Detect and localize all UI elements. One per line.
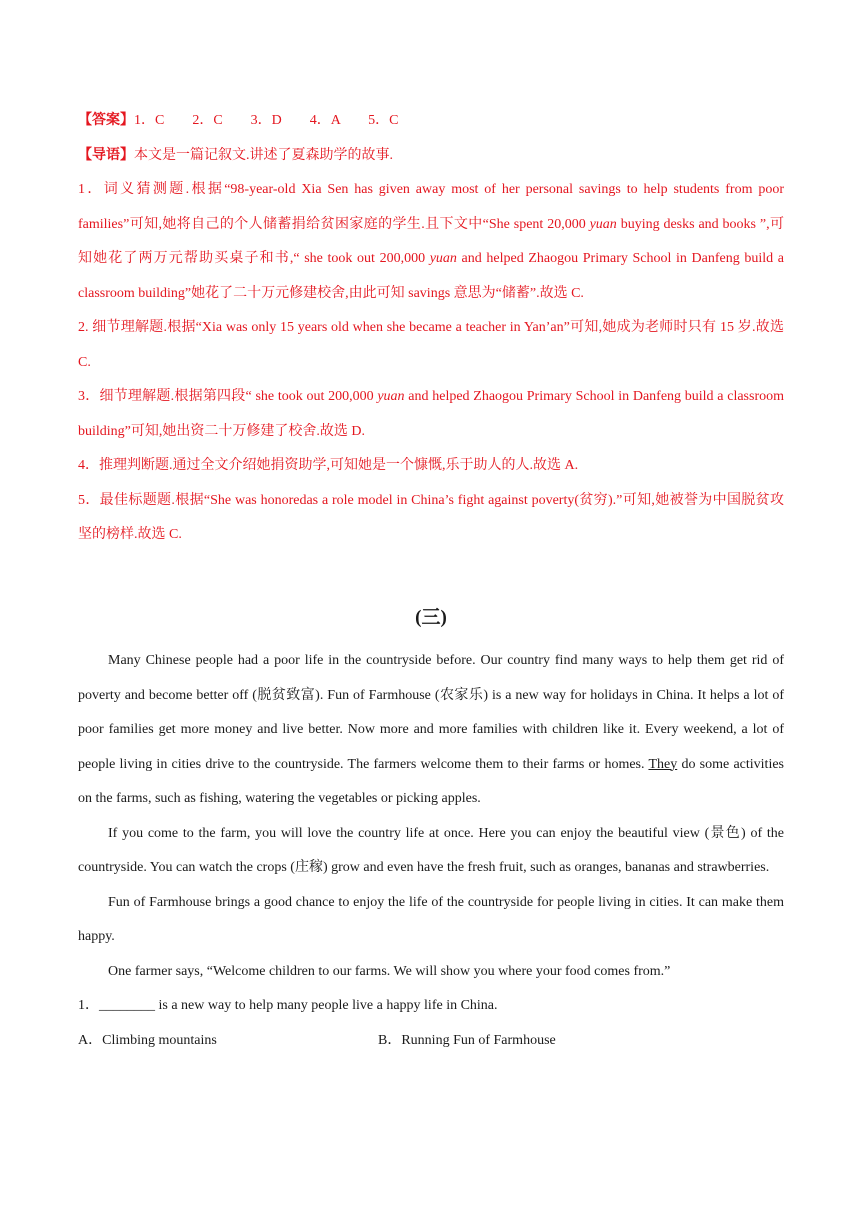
option-a: A．Climbing mountains bbox=[78, 1032, 217, 1048]
answer-line bbox=[78, 104, 784, 139]
passage-paragraph-3: Fun of Farmhouse brings a good chance to enjoy the life of the countryside for people living in cities. It can make them happy. bbox=[78, 894, 784, 944]
explanation-3-part1: 3．细节理解题.根据第四段“ she took out 200,000 bbox=[78, 389, 378, 404]
answer-label: 【答案】 bbox=[78, 113, 134, 128]
guide-line bbox=[78, 139, 784, 174]
passage-paragraph-1-part2: do some activities on the farms, such as fishing, watering the vegetables or picking apples. bbox=[78, 756, 784, 806]
explanation-1-part3: and helped Zhaogou Primary School in Danfeng build a classroom building”她花了二十万元修建校舍,由此可知 savings 意思为“储蓄”.故选 C. bbox=[78, 251, 785, 301]
explanation-1 bbox=[78, 173, 784, 311]
passage-paragraph-4: One farmer says, “Welcome children to our farms. We will show you where your food comes from.” bbox=[108, 963, 671, 979]
underlined-word: They bbox=[648, 756, 678, 772]
guide-text: 本文是一篇记叙文.讲述了夏森助学的故事. bbox=[134, 147, 393, 163]
explanation-3-yuan: yuan bbox=[377, 389, 405, 404]
passage-paragraph-1 bbox=[78, 644, 784, 817]
answer-section bbox=[78, 104, 784, 553]
option-b: B．Running Fun of Farmhouse bbox=[378, 1032, 556, 1048]
explanation-3 bbox=[78, 380, 784, 449]
question-1-options bbox=[78, 1024, 784, 1059]
passage-paragraph-2: If you come to the farm, you will love the country life at once. Here you can enjoy the beautiful view (景色) of the countryside. You can watch the crops (庄稼) grow and even have the fresh fruit, such as oranges, bananas and strawberries. bbox=[78, 825, 784, 875]
reading-passage bbox=[78, 644, 784, 1058]
explanation-2: 2. 细节理解题.根据“Xia was only 15 years old when she became a teacher in Yan’an”可知,她成为老师时只有 15 岁.故选 C. bbox=[78, 320, 784, 370]
explanation-5: 5．最佳标题题.根据“She was honoredas a role model in China’s fight against poverty(贫穷).”可知,她被誉为中国脱贫攻坚的榜样.故选 C. bbox=[78, 492, 784, 542]
explanation-1-yuan1: yuan bbox=[589, 216, 617, 232]
explanation-1-part1: 1．词义猜测题.根据“98-year-old Xia Sen has given away most of her personal savings to help students from poor families”可知,她将自己的个人储蓄捐给贫困家庭的学生.且下文中“She spent 20,000 bbox=[78, 182, 784, 232]
passage-paragraph-1-part1: Many Chinese people had a poor life in the countryside before. Our country find many ways to help them get rid of poverty and become better off (脱贫致富). Fun of Farmhouse (农家乐) is a new way for holidays in China. It helps a lot of poor families get more money and live better. Now more and more families with children like it. Every weekend, a lot of people living in cities drive to the countryside. The farmers welcome them to their farms or homes. bbox=[78, 653, 784, 772]
question-1-stem: 1．________ is a new way to help many people live a happy life in China. bbox=[78, 998, 498, 1013]
answer-items: 1．C 2．C 3．D 4．A 5．C bbox=[134, 113, 399, 128]
guide-label: 【导语】 bbox=[78, 147, 134, 163]
explanation-1-yuan2: yuan bbox=[429, 251, 457, 266]
section-title: (三) bbox=[415, 607, 447, 628]
explanation-1-part2: buying desks and books ”,可知她花了两万元帮助买桌子和书,“ she took out 200,000 bbox=[78, 216, 784, 266]
document-page bbox=[78, 104, 785, 1048]
explanation-4: 4．推理判断题.通过全文介绍她捐资助学,可知她是一个慷慨,乐于助人的人.故选 A. bbox=[78, 458, 579, 473]
explanation-3-part2: and helped Zhaogou Primary School in Danfeng build a classroom building”可知,她出资二十万修建了校舍.故选 D. bbox=[78, 389, 785, 439]
